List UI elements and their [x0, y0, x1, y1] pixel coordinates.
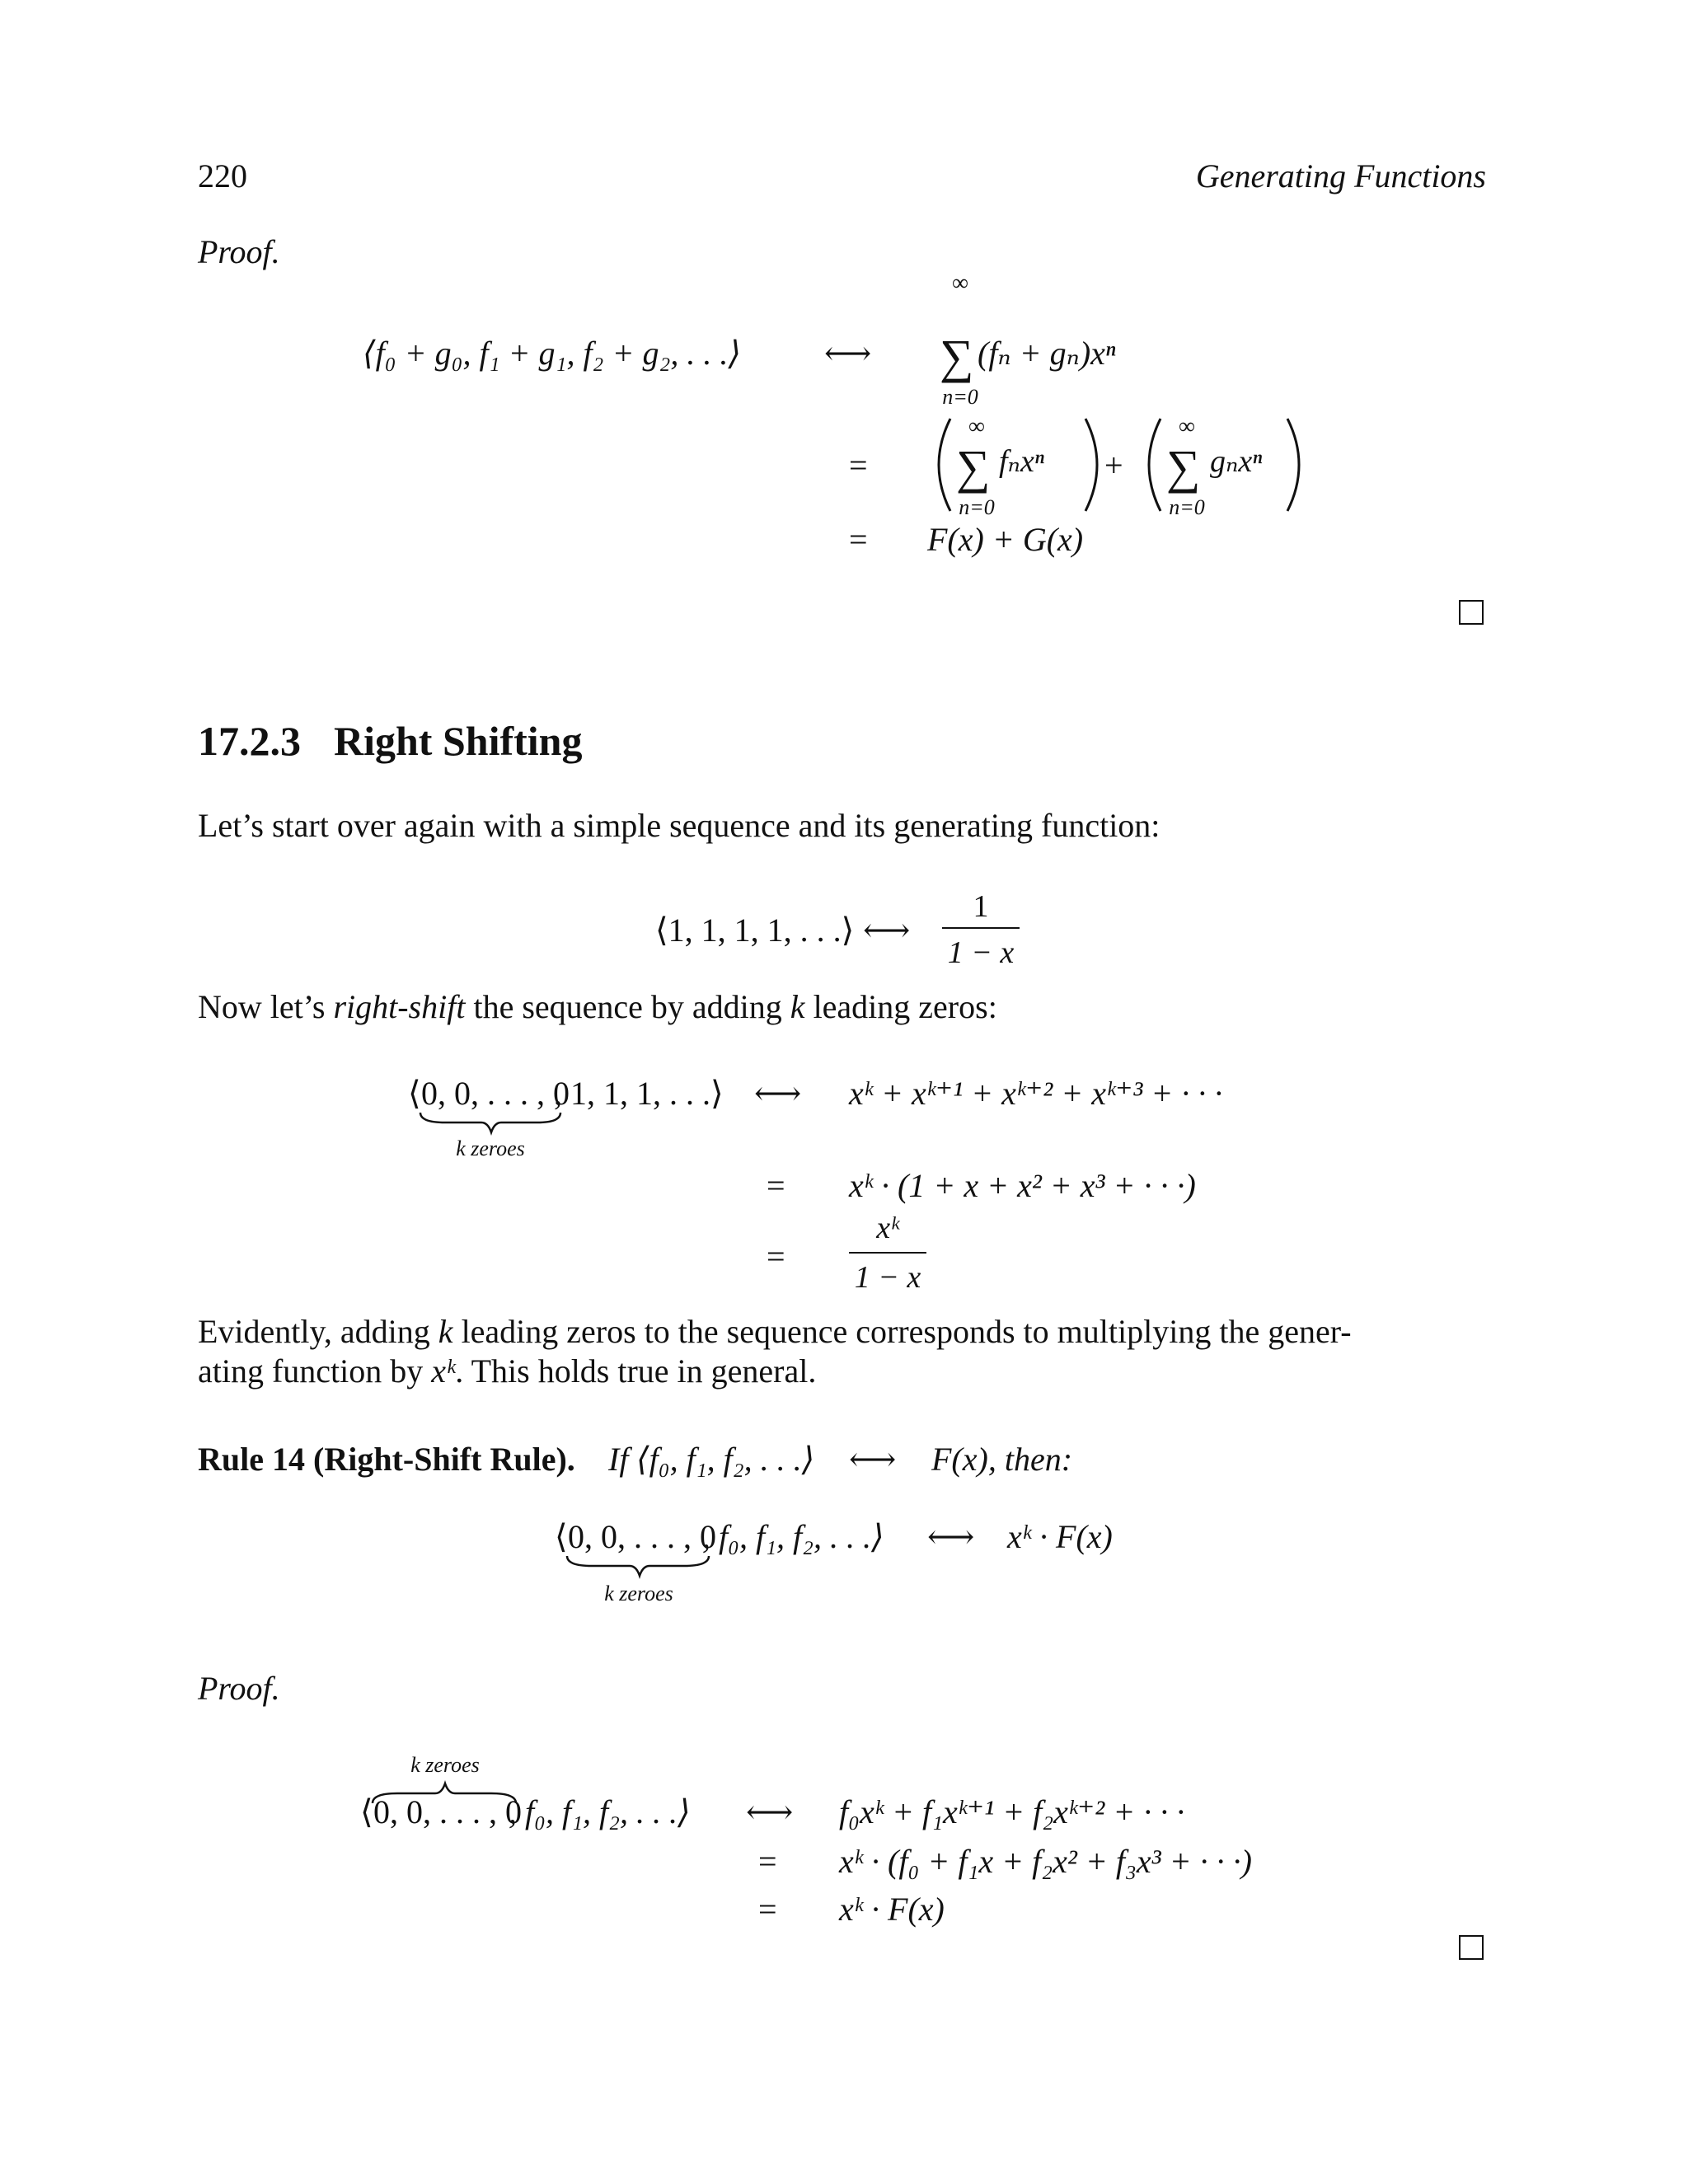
arrow: ⟷: [746, 1793, 794, 1830]
section-number: 17.2.3: [198, 718, 301, 764]
underbrace: [567, 1556, 709, 1576]
rule-if: If: [608, 1441, 629, 1478]
arrow: ⟷: [849, 1441, 897, 1478]
text: Now let’s: [198, 988, 334, 1025]
math-var: k: [790, 988, 805, 1025]
sum-lower: n=0: [959, 495, 995, 519]
text: leading zeros:: [804, 988, 997, 1025]
numerator: xᵏ: [876, 1211, 899, 1245]
rhs-line3: xᵏ · F(x): [839, 1891, 945, 1928]
numerator: 1: [973, 889, 989, 924]
term-f: fₙxⁿ: [999, 444, 1044, 479]
page-number: 220: [198, 157, 247, 194]
proof1-display: [363, 270, 1299, 558]
equals: =: [758, 1843, 777, 1880]
left-paren: [1149, 419, 1160, 511]
left-angle: ⟨: [555, 1518, 568, 1555]
zeros: 0, 0, . . . , 0: [373, 1793, 522, 1830]
equals: =: [849, 521, 868, 558]
rhs-line1: (fₙ + gₙ)xⁿ: [978, 335, 1116, 372]
arrow: ⟷: [927, 1518, 975, 1555]
brace-label: k zeroes: [456, 1137, 525, 1160]
sum-upper: ∞: [952, 270, 968, 296]
sequence-rest: , f₀, f₁, f₂, . . .⟩: [702, 1518, 884, 1555]
shift-equation: [408, 1075, 1222, 1295]
plus: +: [1104, 447, 1123, 484]
equals: =: [767, 1238, 785, 1275]
denominator: 1 − x: [947, 935, 1015, 970]
text: the sequence by adding: [465, 988, 790, 1025]
text: ating function by: [198, 1352, 432, 1390]
sequence-rest: , 1, 1, 1, . . .⟩: [554, 1075, 724, 1112]
text: Evidently, adding: [198, 1313, 438, 1350]
left-paren: [939, 419, 950, 511]
proof2-display: [360, 1753, 1252, 1928]
rule-rhs: xᵏ · F(x): [1007, 1518, 1113, 1555]
rhs-line2: xᵏ · (1 + x + x² + x³ + · · ·): [849, 1167, 1196, 1204]
emphasis: right-shift: [333, 988, 466, 1025]
rule-fx: F(x), then:: [931, 1441, 1073, 1478]
equals: =: [849, 447, 868, 484]
denominator: 1 − x: [854, 1260, 921, 1295]
rhs-line1: xᵏ + xᵏ⁺¹ + xᵏ⁺² + xᵏ⁺³ + · · ·: [849, 1075, 1223, 1112]
rule-label: Rule 14 (Right-Shift Rule).: [198, 1441, 575, 1478]
math-var: xᵏ: [431, 1352, 456, 1390]
section-title: Right Shifting: [334, 718, 583, 764]
left-angle: ⟨: [408, 1075, 421, 1112]
arrow: ⟷: [754, 1075, 802, 1112]
equals: =: [758, 1891, 777, 1928]
proof-label: Proof.: [198, 233, 280, 270]
rule-sequence: ⟨f₀, f₁, f₂, . . .⟩: [636, 1441, 815, 1478]
sigma: ∑: [1166, 440, 1201, 494]
brace-label: k zeroes: [604, 1582, 673, 1605]
sigma: ∑: [940, 330, 974, 383]
right-paren: [1287, 419, 1299, 511]
paragraph-intro: Let’s start over again with a simple sequence and its generating function:: [198, 807, 1160, 844]
ones-sequence: ⟨1, 1, 1, 1, . . .⟩: [655, 912, 855, 949]
proof-label: Proof.: [198, 1670, 280, 1707]
rhs-line2: xᵏ · (f₀ + f₁x + f₂x² + f₃x³ + · · ·): [839, 1843, 1252, 1880]
ones-equation: [655, 889, 1020, 970]
zeros: 0, 0, . . . , 0: [421, 1075, 570, 1112]
text: leading zeros to the sequence corresponds to multiplying the gener-: [452, 1313, 1352, 1350]
rule-14: [198, 1441, 1113, 1605]
underbrace: [420, 1113, 560, 1132]
equals: =: [767, 1167, 785, 1204]
sum-lower: n=0: [1169, 495, 1205, 519]
sequence-rest: , f₀, f₁, f₂, . . .⟩: [509, 1793, 691, 1830]
right-paren: [1085, 419, 1097, 511]
sum-sequence: ⟨f₀ + g₀, f₁ + g₁, f₂ + g₂, . . .⟩: [363, 335, 741, 372]
left-angle: ⟨: [360, 1793, 373, 1830]
sigma: ∑: [956, 440, 991, 494]
text: . This holds true in general.: [455, 1352, 817, 1390]
sum-lower: n=0: [942, 385, 978, 409]
rhs-line3: F(x) + G(x): [927, 521, 1084, 558]
zeros: 0, 0, . . . , 0: [568, 1518, 716, 1555]
math-var: k: [438, 1313, 453, 1350]
sum-upper: ∞: [968, 414, 985, 439]
brace-label: k zeroes: [410, 1753, 480, 1777]
arrow: ⟷: [863, 912, 911, 949]
sum-upper: ∞: [1179, 414, 1195, 439]
arrow: ⟷: [824, 335, 872, 372]
rhs-line1: f₀xᵏ + f₁xᵏ⁺¹ + f₂xᵏ⁺² + · · ·: [839, 1793, 1185, 1830]
running-title: Generating Functions: [1195, 157, 1486, 194]
term-g: gₙxⁿ: [1210, 444, 1263, 479]
